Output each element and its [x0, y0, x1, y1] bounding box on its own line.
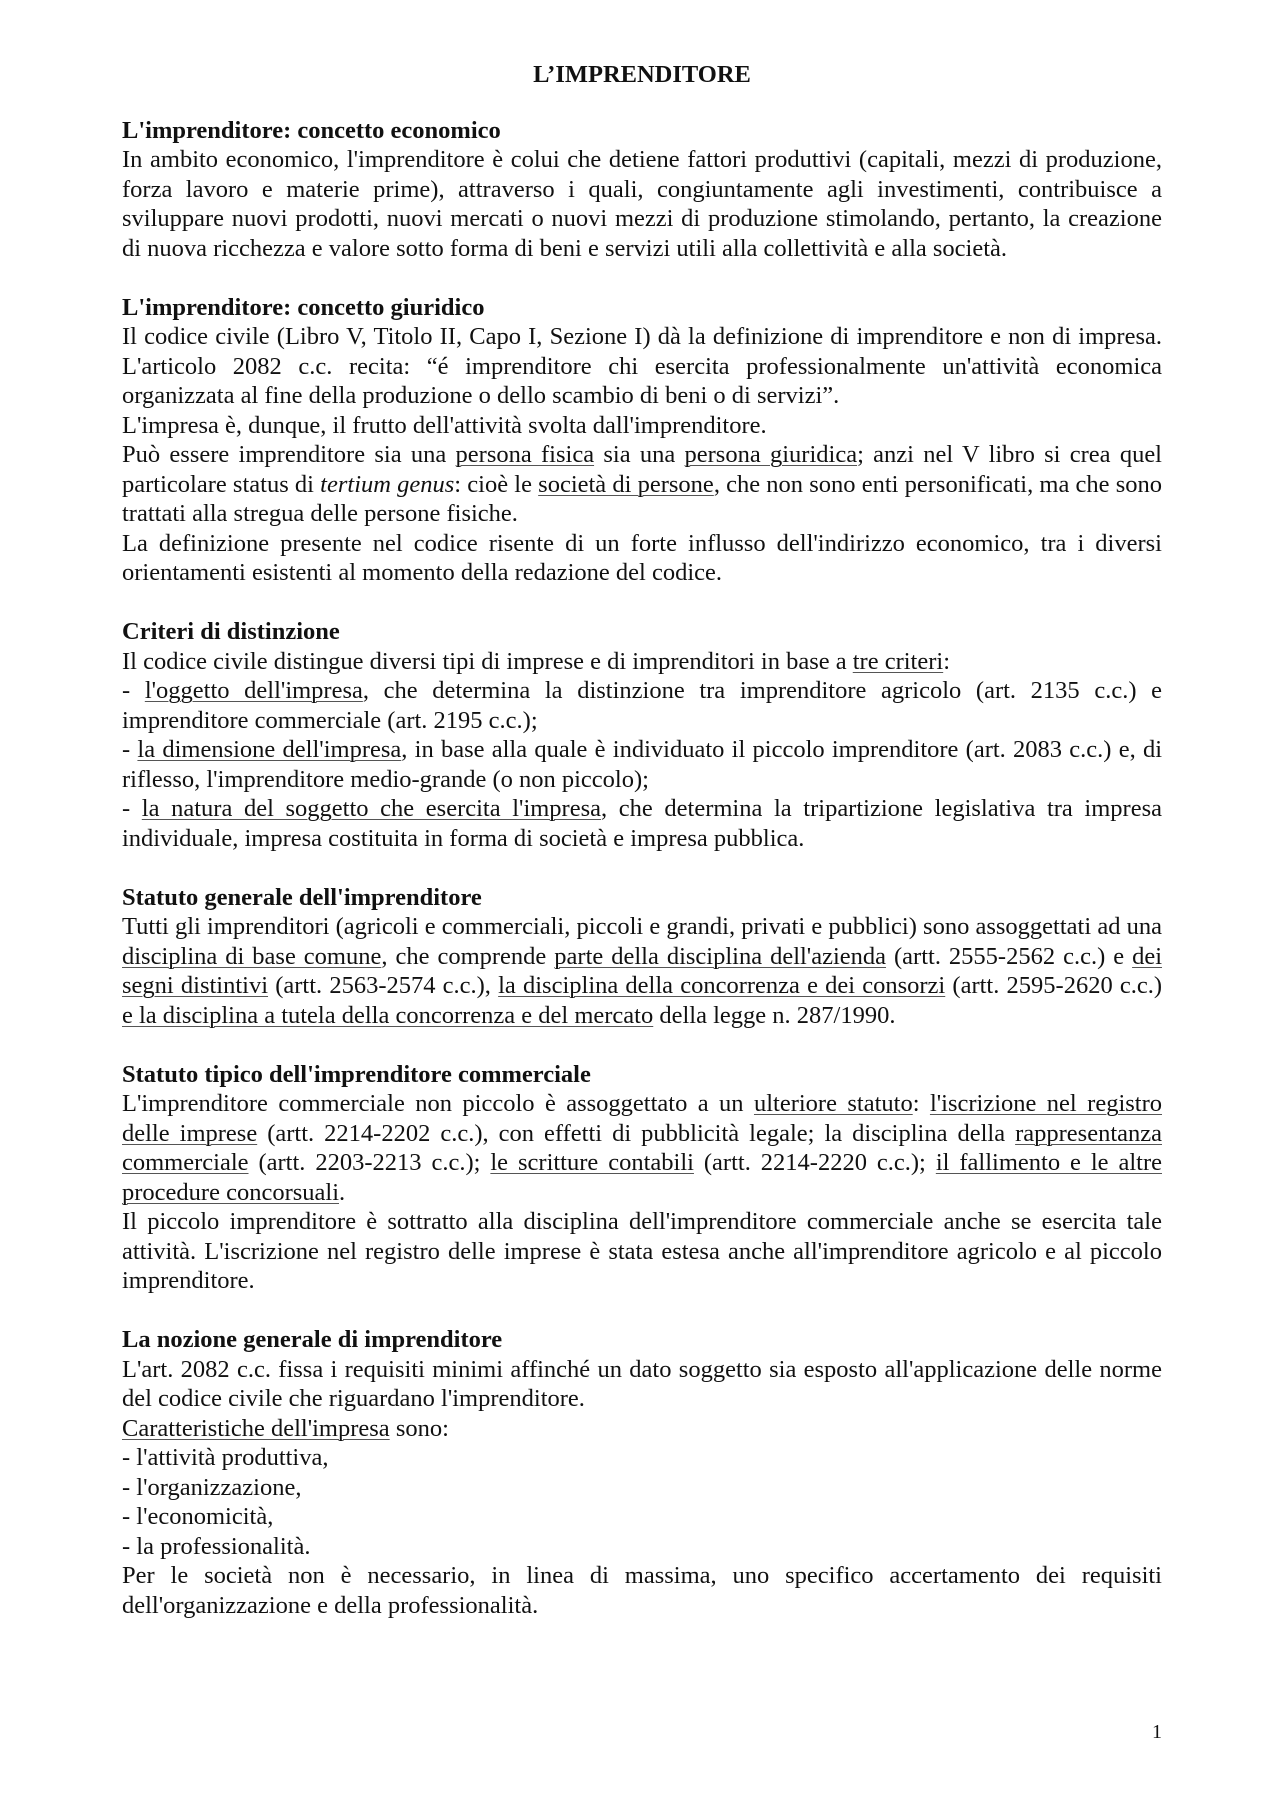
text-run: , in base alla quale è individuato il piccolo imprenditore (art. 2083 c.c.) e, di riflesso, l'imprenditore medio-grande (o non piccolo); — [122, 736, 1163, 793]
underlined-term: persona fisica — [455, 441, 595, 468]
text-run: Può essere imprenditore sia una — [122, 441, 456, 468]
list-item: - l'economicità, — [122, 1503, 274, 1530]
text-run: : — [943, 647, 950, 675]
underlined-term: l'iscrizione nel registro delle imprese — [122, 1090, 1162, 1147]
paragraph: L'impresa è, dunque, il frutto dell'attività svolta dall'imprenditore. — [122, 411, 767, 439]
underlined-term: il fallimento e le altre procedure concorsuali — [122, 1149, 1162, 1206]
underlined-term: tre criteri — [852, 647, 944, 675]
text-run: Il codice civile distingue diversi tipi di imprese e di imprenditori in base a — [122, 647, 853, 675]
list-item: - la professionalità. — [122, 1532, 311, 1560]
text-run: - — [122, 736, 138, 763]
text-run: : cioè le — [454, 470, 539, 498]
text-run: (artt. 2214-2202 c.c.), con effetti di pubblicità legale; la disciplina della — [257, 1119, 1016, 1147]
italic-term: tertium genus — [320, 470, 455, 498]
paragraph — [122, 440, 1162, 529]
section-statuto-generale — [122, 883, 1162, 1031]
text-run: (artt. 2555-2562 c.c.) e — [886, 942, 1133, 970]
text-run: - — [122, 677, 145, 704]
text-run: : — [912, 1090, 930, 1117]
text-run: (artt. 2563-2574 c.c.), — [268, 972, 499, 999]
underlined-term: la disciplina della concorrenza e dei consorzi — [498, 972, 946, 999]
text-run: della legge n. 287/1990. — [653, 1001, 896, 1029]
document-title: L’IMPRENDITORE — [533, 61, 751, 88]
section-statuto-tipico — [122, 1060, 1162, 1296]
underlined-term: disciplina di base comune — [122, 942, 382, 970]
paragraph: In ambito economico, l'imprenditore è colui che detiene fattori produttivi (capitali, mezzi di produzione, forza lavoro e materie prime), attraverso i quali, congiuntamente agli investimenti, contribuisce a sviluppare nuovi prodotti, nuovi mercati o nuovi mezzi di produzione stimolando, pertanto, la creazione di nuova ricchezza e valore sotto forma di beni e servizi utili alla collettività e alla società. — [122, 146, 1162, 262]
list-item: - l'organizzazione, — [122, 1473, 302, 1501]
underlined-term: la natura del soggetto che esercita l'impresa — [141, 795, 602, 822]
section-heading: Criteri di distinzione — [122, 618, 340, 645]
text-run: (artt. 2595-2620 c.c.) — [945, 972, 1163, 999]
section-heading: La nozione generale di imprenditore — [122, 1326, 503, 1353]
text-run: ; anzi nel V libro si crea quel particolare status di — [122, 441, 1162, 498]
underlined-term: Caratteristiche dell'impresa — [122, 1414, 390, 1442]
text-run: sono: — [389, 1414, 449, 1442]
section-concetto-giuridico — [122, 293, 1162, 588]
paragraph — [122, 1414, 1162, 1444]
section-heading: L'imprenditore: concetto economico — [122, 116, 501, 144]
paragraph: Per le società non è necessario, in linea di massima, uno specifico accertamento dei requisiti dell'organizzazione e della professionalità. — [122, 1562, 1162, 1619]
text-run: (artt. 2214-2220 c.c.); — [693, 1149, 936, 1176]
text-run: , che non sono enti personificati, ma che sono trattati alla stregua delle persone fisiche. — [122, 470, 1162, 527]
paragraph: La definizione presente nel codice risente di un forte influsso dell'indirizzo economico, tra i diversi orientamenti esistenti al momento della redazione del codice. — [122, 529, 1162, 586]
underlined-term: parte della disciplina dell'azienda — [554, 942, 887, 970]
list-item — [122, 735, 1162, 794]
section-nozione-generale — [122, 1325, 1162, 1620]
paragraph — [122, 647, 1162, 677]
paragraph: Il codice civile (Libro V, Titolo II, Capo I, Sezione I) dà la definizione di imprenditore e non di impresa. L'articolo 2082 c.c. recita: “é imprenditore chi esercita professionalmente un'attività economica organizzata al fine della produzione o dello scambio di beni o di servizi”. — [122, 323, 1162, 409]
paragraph: Il piccolo imprenditore è sottratto alla disciplina dell'imprenditore commerciale anche se esercita tale attività. L'iscrizione nel registro delle imprese è stata estesa anche all'imprenditore agricolo e al piccolo imprenditore. — [122, 1208, 1162, 1294]
underlined-term: persona giuridica — [684, 441, 858, 468]
underlined-term: ulteriore statuto — [753, 1090, 913, 1117]
page-number: 1 — [1152, 1721, 1162, 1743]
underlined-term: e la disciplina a tutela della concorrenza e del mercato — [122, 1001, 654, 1029]
paragraph — [122, 912, 1162, 1030]
underlined-term: la dimensione dell'impresa — [137, 736, 402, 763]
text-run: , che determina la distinzione tra imprenditore agricolo (art. 2135 c.c.) e imprenditore commerciale (art. 2195 c.c.); — [122, 677, 1162, 734]
underlined-term: dei segni distintivi — [122, 942, 1163, 999]
list-item — [122, 676, 1162, 735]
section-heading: Statuto generale dell'imprenditore — [122, 883, 482, 911]
text-run: , che determina la tripartizione legislativa tra impresa individuale, impresa costituita in forma di società e impresa pubblica. — [122, 795, 1162, 852]
list-item — [122, 794, 1162, 853]
underlined-term: rappresentanza commerciale — [122, 1119, 1162, 1176]
text-run: - — [122, 795, 142, 822]
list-item: - l'attività produttiva, — [122, 1444, 329, 1471]
paragraph — [122, 1089, 1162, 1207]
section-heading: L'imprenditore: concetto giuridico — [122, 293, 485, 321]
text-run: . — [339, 1178, 346, 1206]
text-run: Tutti gli imprenditori (agricoli e commerciali, piccoli e grandi, privati e pubblici) sono assoggettati ad una — [122, 913, 1162, 940]
text-run: sia una — [594, 441, 685, 468]
paragraph: L'art. 2082 c.c. fissa i requisiti minimi affinché un dato soggetto sia esposto all'applicazione delle norme del codice civile che riguardano l'imprenditore. — [122, 1355, 1162, 1412]
underlined-term: l'oggetto dell'impresa — [144, 677, 363, 704]
section-criteri-distinzione — [122, 617, 1162, 853]
text-run: (artt. 2203-2213 c.c.); — [248, 1149, 491, 1176]
text-run: L'imprenditore commerciale non piccolo è assoggettato a un — [122, 1090, 754, 1117]
underlined-term: società di persone — [538, 470, 714, 498]
underlined-term: le scritture contabili — [490, 1149, 694, 1176]
section-concetto-economico — [122, 116, 1162, 264]
section-heading: Statuto tipico dell'imprenditore commerciale — [122, 1060, 591, 1088]
document-body — [122, 60, 1162, 1650]
text-run: , che comprende — [381, 942, 555, 970]
